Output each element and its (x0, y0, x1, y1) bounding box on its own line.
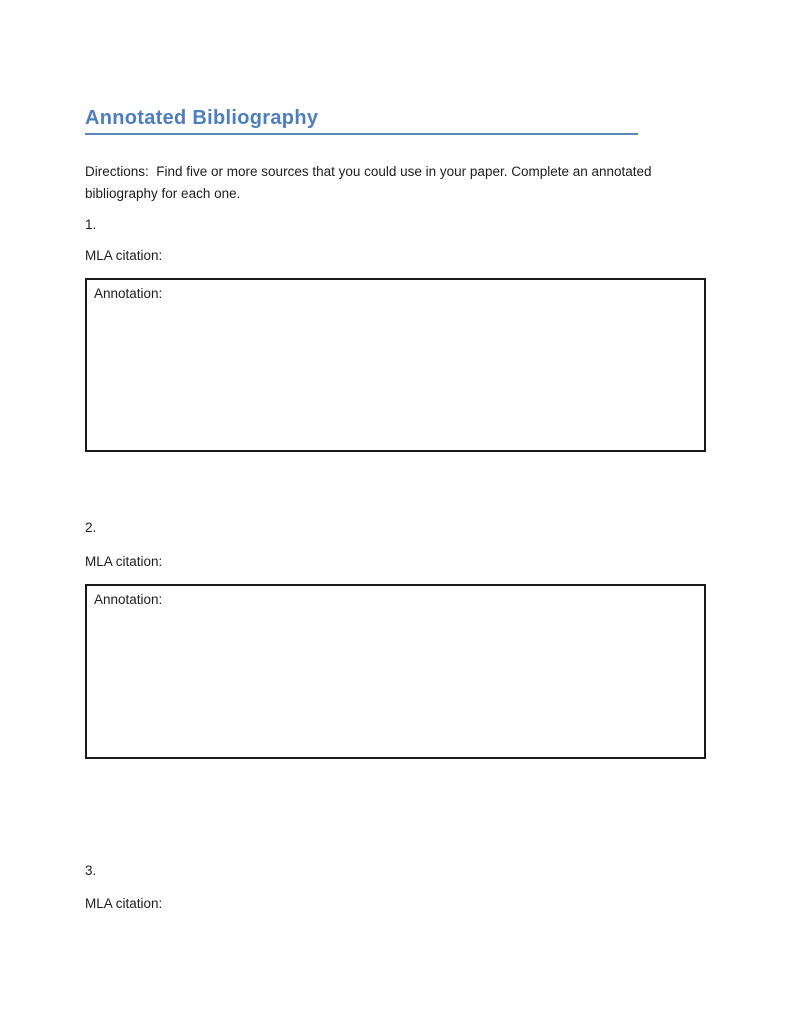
page-content (85, 0, 706, 913)
mla-citation-label: MLA citation: (85, 248, 163, 263)
entry-number: 2. (85, 520, 97, 535)
mla-citation-label: MLA citation: (85, 554, 163, 569)
mla-citation-label: MLA citation: (85, 896, 163, 911)
entry-number: 1. (85, 217, 97, 232)
annotation-label: Annotation: (94, 592, 163, 607)
directions-text: Directions: Find five or more sources that you could use in your paper. Complete an annotated bibliography for each one. (85, 164, 656, 201)
page-title: Annotated Bibliography (85, 107, 319, 129)
annotation-box[interactable] (85, 584, 706, 759)
bibliography-entry-2 (85, 519, 706, 759)
annotation-box[interactable] (85, 278, 706, 452)
bibliography-entry-1 (85, 216, 706, 452)
title-underline-divider (85, 133, 638, 135)
bibliography-entry-3 (85, 862, 706, 913)
entry-number: 3. (85, 863, 97, 878)
annotation-label: Annotation: (94, 286, 163, 301)
